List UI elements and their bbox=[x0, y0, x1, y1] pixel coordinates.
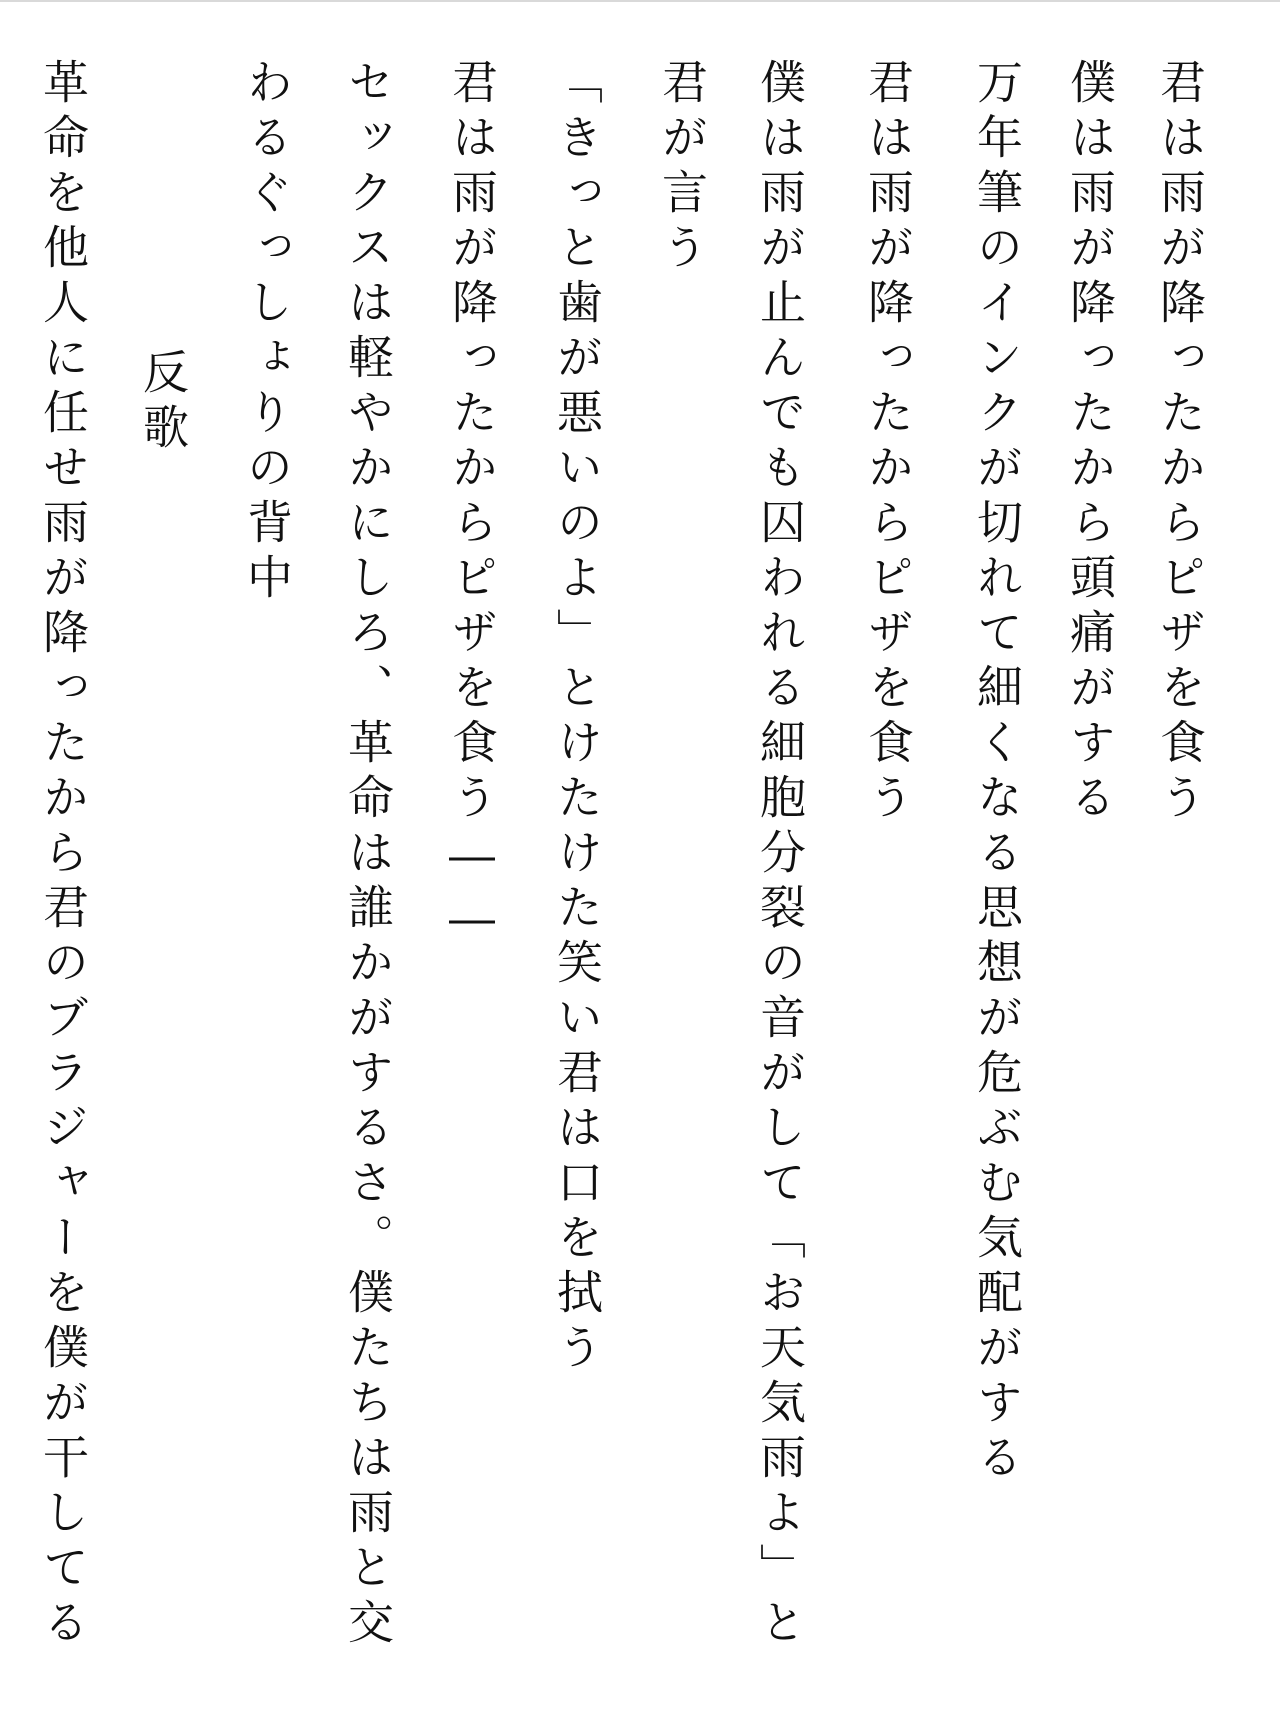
poem-line-3: 万年筆のインクが切れて細くなる思想が危ぶむ気配がする bbox=[970, 58, 1024, 1488]
poem-line-7: 「きっと歯が悪いのよ」とけたけた笑い君は口を拭う bbox=[550, 58, 604, 1378]
poem-line-10: わるぐっしょりの背中 bbox=[240, 58, 294, 608]
poem-line-12: 革命を他人に任せ雨が降ったから君のブラジャーを僕が干してる bbox=[36, 58, 90, 1653]
poem-line-5: 僕は雨が止んでも囚われる細胞分裂の音がして「お天気雨よ」と bbox=[753, 58, 807, 1653]
poem-line-8: 君は雨が降ったからピザを食う―― bbox=[445, 58, 499, 954]
poem-line-4: 君は雨が降ったからピザを食う bbox=[861, 58, 915, 828]
poem-line-6: 君が言う bbox=[655, 58, 709, 278]
poem-line-1: 君は雨が降ったからピザを食う bbox=[1153, 58, 1207, 828]
hanka-heading: 反歌 bbox=[136, 348, 190, 458]
poem-line-2: 僕は雨が降ったから頭痛がする bbox=[1063, 58, 1117, 828]
poem-line-9: セックスは軽やかにしろ、革命は誰かがするさ。僕たちは雨と交 bbox=[341, 58, 395, 1653]
